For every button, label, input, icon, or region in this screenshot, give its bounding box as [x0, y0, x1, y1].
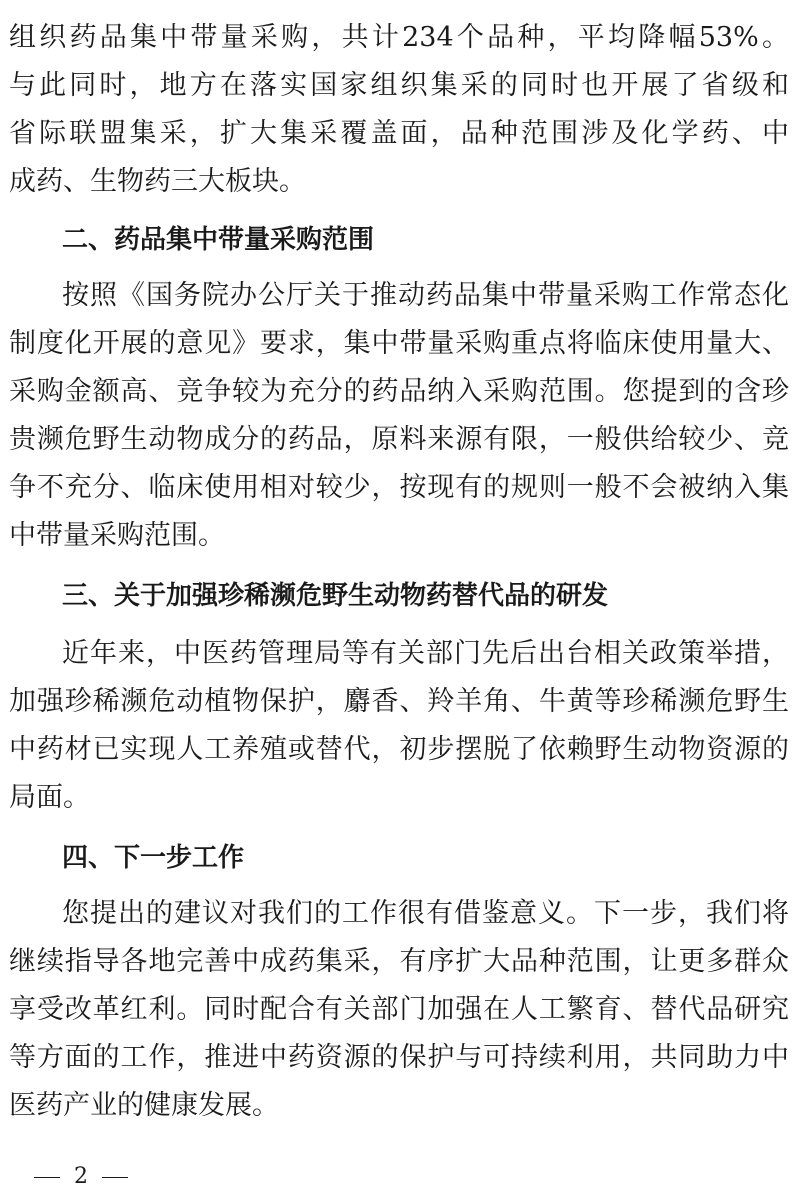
paragraph-line: 等方面的工作，推进中药资源的保护与可持续利用，共同助力中: [9, 1042, 789, 1073]
dash-right: [102, 1177, 128, 1178]
paragraph-line: 加强珍稀濒危动植物保护，麝香、羚羊角、牛黄等珍稀濒危野生: [9, 686, 789, 717]
paragraph-line: 争不充分、临床使用相对较少，按现有的规则一般不会被纳入集: [9, 472, 789, 503]
paragraph-line: 局面。: [9, 782, 90, 813]
paragraph-line: 您提出的建议对我们的工作很有借鉴意义。下一步，我们将: [62, 898, 789, 929]
paragraph-line: 中药材已实现人工养殖或替代，初步摆脱了依赖野生动物资源的: [9, 734, 789, 765]
paragraph-line: 享受改革红利。同时配合有关部门加强在人工繁育、替代品研究: [9, 994, 789, 1025]
dash-left: [34, 1177, 60, 1178]
paragraph-line: 省际联盟集采，扩大集采覆盖面，品种范围涉及化学药、中: [9, 118, 789, 149]
paragraph-line: 与此同时，地方在落实国家组织集采的同时也开展了省级和: [9, 70, 789, 101]
paragraph-line: 成药、生物药三大板块。: [9, 166, 306, 197]
paragraph-line: 按照《国务院办公厅关于推动药品集中带量采购工作常态化: [62, 280, 789, 311]
paragraph-line: 组织药品集中带量采购，共计234个品种，平均降幅53%。: [9, 22, 789, 53]
section-heading: 二、药品集中带量采购范围: [62, 225, 375, 255]
page-footer: [34, 1160, 128, 1194]
paragraph-line: 继续指导各地完善中成药集采，有序扩大品种范围，让更多群众: [9, 946, 789, 977]
section-heading: 三、关于加强珍稀濒危野生动物药替代品的研发: [62, 581, 609, 611]
paragraph-line: 医药产业的健康发展。: [9, 1090, 279, 1121]
paragraph-line: 贵濒危野生动物成分的药品，原料来源有限，一般供给较少、竞: [9, 424, 789, 455]
paragraph-line: 采购金额高、竞争较为充分的药品纳入采购范围。您提到的含珍: [9, 376, 789, 407]
paragraph-line: 制度化开展的意见》要求，集中带量采购重点将临床使用量大、: [9, 328, 789, 359]
section-heading: 四、下一步工作: [62, 843, 245, 873]
page-number: 2: [74, 1164, 88, 1189]
paragraph-line: 中带量采购范围。: [9, 520, 225, 551]
paragraph-line: 近年来，中医药管理局等有关部门先后出台相关政策举措，: [62, 638, 789, 669]
